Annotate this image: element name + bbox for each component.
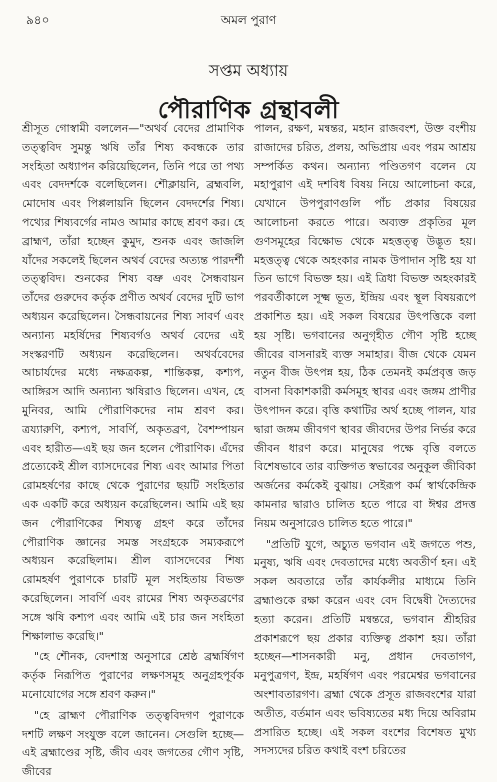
chapter-subtitle: সপ্তম অধ্যায় <box>208 61 289 80</box>
chapter-title: পৌরাণিক গ্রন্থাবলী <box>157 95 340 124</box>
paragraph: "প্রতিটি যুগে, অচ্যুত ভগবান এই জগতে পশু, মনুষ্য, ঋষি এবং দেবতাদের মধ্যে অবতীর্ণ হন। এই সকল অবতারে তাঁর কার্যকলীর মাধ্যমে তিনি ব্রহ্মাণ্ডকে রক্ষা করেন এবং বেদ বিদ্বেষী দৈত্যদের হত্যা করেন। প্রতিটি মন্বন্তরে, ভগবান শ্রীহরির প্রকাশরূপে ছয় প্রকার ব্যক্তিত্ব প্রকাশ হয়। তাঁরা হচ্ছেন—শাসনকারী মনু, প্রধান দেবতাগণ, মনুপুত্রগণ, ইন্দ্র, মহর্ষিগণ এবং পরমেশ্বর ভগবানের অংশাবতারগণ। ব্রহ্মা থেকে প্রসূত রাজবংশের যারা অতীত, বর্তমান এবং ভবিষ্যতের মধ্য দিয়ে অবিরাম প্রসারিত হচ্ছে। এই সকল বংশের বিশেষত মুখ্য সদস্যদের চরিত কথাই বংশ চরিতের <box>254 537 476 758</box>
paragraph: শ্রীসূত গোস্বামী বললেন—"অথর্ব বেদের প্রামাণিক তত্ত্ববিদ সুমন্তু ঋষি তাঁর শিষ্য কবন্ধকে তার সংহিতা অধ্যাপন করিয়েছিলেন, তিনি পরে তা পথ্য এবং বেদদর্শকে বলেছিলেন। শৌক্লায়নি, ব্রহ্মবলি, মোদোষ এবং পিপ্পলায়নি ছিলেন বেদদর্শের শিষ্য। পথ্যের শিষ্যবর্গের নামও আমার কাছে শ্রবণ কর। হে ব্রাহ্মণ, তাঁরা হচ্ছেন কুমুদ, শুনক এবং জাজলি যাঁদের সকলেই ছিলেন অথর্ব বেদের অত্যন্ত পারদর্শী তত্ত্ববিদ। শুনকের শিষ্য বভ্রু এবং সৈন্ধবায়ন তাঁদের গুরুদেব কর্তৃক প্রণীত অথর্ব বেদের দুটি ভাগ অধ্যয়ন করেছিলেন। সৈন্ধবায়নের শিষ্য সাবর্ণ এবং অন্যান্য মহর্ষিদের শিষ্যবর্গও অথর্ব বেদের এই সংস্করণটি অধ্যয়ন করেছিলেন। অথর্ববেদের আচার্যদের মধ্যে নক্ষত্রকল্প, শান্তিকল্প, কশ্যপ, আঙ্গিরস আদি অন্যান্য ঋষিরাও ছিলেন। এখন, হে মুনিবর, আমি পৌরাণিকদের নাম শ্রবণ কর। ত্রয্যারুণি, কশ্যপ, সাবর্ণি, অকৃতব্রণ, বৈশম্পায়ন এবং হারীত—এই ছয় জন হলেন পৌরাণিক। এঁদের প্রত্যেকেই শ্রীল ব্যাসদেবের শিষ্য এবং আমার পিতা রোমহর্ষণের কাছে থেকে পুরাণের ছয়টি সংহিতার এক একটি করে অধ্যয়ন করেছিলেন। আমি এই ছয় জন পৌরাণিকের শিষ্যত্ব গ্রহণ করে তাঁদের পৌরাণিক জ্ঞানের সমস্ত সংগ্রহকে সম্যকরূপে অধ্যয়ন করেছিলাম। শ্রীল ব্যাসদেবের শিষ্য রোমহর্ষণ পুরাণকে চারটি মূল সংহিতায় বিভক্ত করেছিলেন। সাবর্ণি এবং রামের শিষ্য অকৃতব্রণের সঙ্গে ঋষি কশ্যপ এবং আমি এই চার জন সংহিতা শিক্ষালাভ করেছি।" <box>22 122 244 643</box>
right-column <box>254 120 476 758</box>
paragraph: পালন, রক্ষণ, মন্বন্তর, মহান রাজবংশ, উক্ত বংশীয় রাজাদের চরিত, প্রলয়, অভিপ্রায় এবং পরম আশ্রয় সম্পর্কিত কথন। অন্যান্য পণ্ডিতগণ বলেন যে মহাপুরাণ এই দশবিধ বিষয় নিয়ে আলোচনা করে, যেখানে উপপুরাণগুলি পাঁচ প্রকার বিষয়ের আলোচনা করতে পারে। অব্যক্ত প্রকৃতির মূল গুণসমূহের বিক্ষোভ থেকে মহত্তত্ত্ব উদ্ভূত হয়। মহত্তত্ত্ব থেকে অহংকার নামক উপাদান সৃষ্টি হয় যা তিন ভাগে বিভক্ত হয়। এই ত্রিধা বিভক্ত অহংকারই পরবর্তীকালে সূক্ষ্ম ভূত, ইন্দ্রিয় এবং স্থূল বিষয়রূপে প্রকাশিত হয়। এই সকল বিষয়ের উৎপত্তিকে বলা হয় সৃষ্টি। ভগবানের অনুগৃহীত গৌণ সৃষ্টি হচ্ছে জীবের বাসনারই ব্যক্ত সমাহার। বীজ থেকে যেমন নতুন বীজ উৎপন্ন হয়, ঠিক তেমনই কর্মপ্রবৃত্ত জড় বাসনা বিকাশকারী কর্মসমূহ স্থাবর এবং জঙ্গম প্রাণীর উৎপাদন করে। বৃত্তি কথাটির অর্থ হচ্ছে পালন, যার দ্বারা জঙ্গম জীবগণ স্থাবর জীবদের উপর নির্ভর করে জীবন ধারণ করে। মানুষের পক্ষে বৃত্তি বলতে বিশেষভাবে তার ব্যক্তিগত স্বভাবের অনুকূল জীবিকা অর্জনের কর্মকেই বুঝায়। সেইরূপ কর্ম স্বার্থকেন্দ্রিক কামনার দ্বারাও চালিত হতে পারে বা ঈশ্বর প্রদত্ত নিয়ম অনুসারেও চালিত হতে পারে।" <box>254 122 476 530</box>
left-column <box>22 120 244 779</box>
paragraph: "হে ব্রাহ্মণ পৌরাণিক তত্ত্ববিদগণ পুরাণকে দশটি লক্ষণ সংযুক্ত বলে জানেন। সেগুলি হচ্ছে—এই ব্রহ্মাণ্ডের সৃষ্টি, জীব এবং জগতের গৌণ সৃষ্টি, জীবের <box>22 708 244 779</box>
page-number: ৯৪০ <box>26 13 50 27</box>
paragraph: "হে শৌনক, বেদশাস্ত্র অনুসারে শ্রেষ্ঠ ব্রহ্মর্ষিগণ কর্তৃক নিরূপিত পুরাণের লক্ষণসমূহ অনুগ্রহপূর্বক মনোযোগের সঙ্গে শ্রবণ করুন।" <box>22 650 244 701</box>
running-title: অমল পুরাণ <box>220 13 277 27</box>
